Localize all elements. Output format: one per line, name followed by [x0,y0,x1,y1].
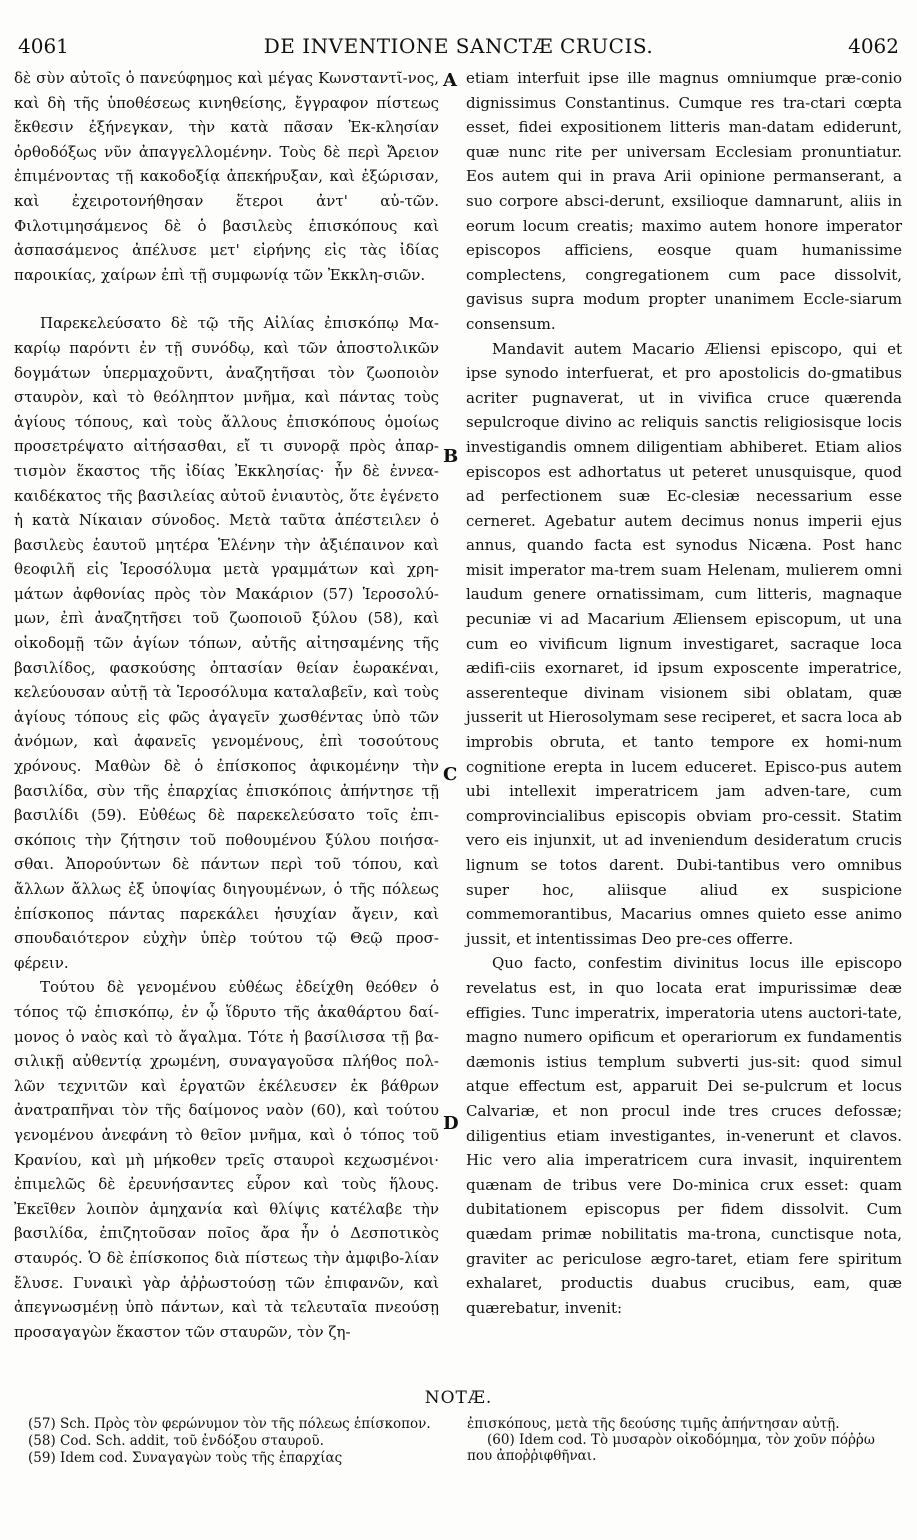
greek-paragraph-2: Παρεκελεύσατο δὲ τῷ τῆς Αἰλίας ἐπισκόπῳ Μα-καρίῳ παρόντι ἐν τῇ συνόδῳ, καὶ τῶν ἀποστολικῶν δογμάτων ὑπερμαχοῦντι, ἀναζητῆσαι τὸν ζωοποιὸν σταυρὸν, καὶ τὸ θεόληπτον μνῆμα, καὶ πάντας τοὺς ἁγίους τόπους, καὶ τοὺς ἄλλους ἐπισκόπους ὁμοίως προσετρέψατο αἰτήσασθαι, εἴ τι συνορᾷ πρὸς ἀπαρ-τισμὸν ἕκαστος τῆς ἰδίας Ἐκκλησίας· ἦν δὲ ἐννεα-καιδέκατος τῆς βασιλείας αὐτοῦ ἐνιαυτὸς, ὅτε ἐγένετο ἡ κατὰ Νίκαιαν σύνοδος. Μετὰ ταῦτα ἀπέστειλεν ὁ βασιλεὺς ἑαυτοῦ μητέρα Ἑλένην τὴν ἀξιέπαινον καὶ θεοφιλῆ εἰς Ἱεροσόλυμα μετὰ γραμμάτων καὶ χρη-μάτων ἀφθονίας πρὸς τὸν Μακάριον (57) Ἱεροσολύ-μων, ἐπὶ ἀναζητῆσει τοῦ ζωοποιοῦ ξύλου (58), καὶ οἰκοδομῇ τῶν ἁγίων τόπων, αὐτῆς αἰτησαμένης τῆς βασιλίδος, φασκούσης ὀπτασίαν θείαν ἑωρακέναι, κελεύουσαν αὐτῇ τὰ Ἱεροσόλυμα καταλαβεῖν, καὶ τοὺς ἁγίους τόπους εἰς φῶς ἀγαγεῖν χωσθέντας ὑπὸ τῶν ἀνόμων, καὶ ἀφανεῖς γενομένους, ἐπὶ τοσούτους χρόνους. Μαθὼν δὲ ὁ ἐπίσκοπος ἀφικομένην τὴν βασιλίδα, σὺν τῆς ἐπαρχίας ἐπισκόποις ἀπήντησε τῇ βασιλίδι (59). Εὐθέως δὲ παρεκελεύσατο τοῖς ἐπι-σκόποις τὴν ζήτησιν τοῦ ποθουμένου ξύλου ποιήσα-σθαι. Ἀπορούντων δὲ πάντων περὶ τοῦ τόπου, καὶ ἄλλων ἄλλως ἐξ ὑποψίας διηγουμένων, ὁ τῆς πόλεως ἐπίσκοπος πάντας παρεκάλει ἡσυχίαν ἄγειν, καὶ σπουδαιότερον εὐχὴν ὑπὲρ τούτου τῷ Θεῷ προσ-φέρειν. [14,314,439,972]
footnote-60: (60) Idem cod. Τὸ μυσαρὸν οἰκοδόμημα, τὸν χοῦν πόῤῥω που ἀποῤῥιφθῆναι. [467,1432,875,1464]
greek-paragraph-3: Τούτου δὲ γενομένου εὐθέως ἐδείχθη θεόθεν ὁ τόπος τῷ ἐπισκόπῳ, ἐν ᾧ ἵδρυτο τῆς ἀκαθάρτου δαί-μονος ὁ ναὸς καὶ τὸ ἄγαλμα. Τότε ἡ βασίλισσα τῇ βα-σιλικῇ αὐθεντίᾳ χρωμένη, συναγαγοῦσα πλήθος πολ-λῶν τεχνιτῶν καὶ ἐργατῶν ἐκέλευσεν ἐκ βάθρων ἀνατραπῆναι τὸν τῆς δαίμονος ναὸν (60), καὶ τούτου γενομένου ἀνεφάνη τὸ θεῖον μνῆμα, καὶ ὁ τόπος τοῦ Κρανίου, καὶ μὴ μήκοθεν τρεῖς σταυροὶ κεχωσμένοι· ἐπιμελῶς δὲ ἐρευνήσαντες εὗρον καὶ τοὺς ἥλους. Ἐκεῖθεν λοιπὸν ἀμηχανία καὶ θλίψις κατέλαβε τὴν βασιλίδα, ἐπιζητοῦσαν ποῖος ἄρα ἦν ὁ Δεσποτικὸς σταυρός. Ὁ δὲ ἐπίσκοπος διὰ πίστεως τὴν ἀμφιβο-λίαν ἔλυσε. Γυναικὶ γὰρ ἀῤῥωστούσῃ τῶν ἐπιφανῶν, καὶ ἀπεγνωσμένῃ ὑπὸ πάντων, καὶ τὰ τελευταῖα πνεούσῃ προσαγαγὼν ἕκαστον τῶν σταυρῶν, τὸν ζη- [14,978,439,1341]
running-header [18,34,899,64]
notes-right-column [467,1416,887,1465]
page-number-left: 4061 [18,34,69,58]
latin-paragraph-2: Mandavit autem Macario Æliensi episcopo, qui et ipse synodo interfuerat, et pro apostolicis do-gmatibus acriter pugnaverat, ut in vivifica cruce quærenda sepulcroque divino ac reliquis sanctis religiosisque locis investigandis omnem diligentiam abhiberet. Etiam alios episcopos est adhortatus ut peteret unusquisque, quod ad perfectionem suæ Ec-clesiæ necessarium esse cerneret. Agebatur autem decimus nonus imperii ejus annus, quando facta est synodus Nicæna. Post hanc misit imperator ma-trem suam Helenam, mulierem omni laudum genere ornatissimam, cum litteris, magnaque pecuniæ vi ad Macarium Æliensem episcopum, ut una cum eo vivificum lignum investigaret, sacraque loca ædifi-ciis exornaret, id ipsum exposcente imperatrice, asserenteque divinam visionem sibi oblatam, quæ jusserit ut Hierosolymam sese reciperet, et sacra loca ab improbis obruta, et tanto tempore ex homi-num cognitione erepta in lucem educeret. Episco-pus autem ubi intellexit imperatricem jam adven-tare, cum comprovincialibus episcopis obviam pro-cessit. Statim vero eis injunxit, ut ad inveniendum desideratum crucis lignum se totos darent. Dubi-tantibus vero omnibus super hoc, aliisque aliud ex suspicione commemorantibus, Macarius omnes quieto esse animo jussit, et intentissimas Deo pre-ces offerre. [466,339,902,948]
notes-left-column [28,1416,453,1467]
running-title: DE INVENTIONE SANCTÆ CRUCIS. [263,34,654,58]
section-marker-a: A [443,70,457,91]
section-marker-b: B [443,446,459,467]
greek-paragraph-1: δὲ σὺν αὐτοῖς ὁ πανεύφημος καὶ μέγας Κωνσταντῖ-νος, καὶ δὴ τῆς ὑποθέσεως κινηθείσης, ἔγγραφον πίστεως ἔκθεσιν ἐξήνεγκαν, τὴν κατὰ πᾶσαν Ἐκ-κλησίαν ὀρθοδόξως νῦν ἀπαγγελλομένην. Τοὺς δὲ περὶ Ἄρειον ἐπιμένοντας τῇ κακοδοξίᾳ ἀπεκήρυξαν, καὶ ἐξώρισαν, καὶ ἐχειροτονήθησαν ἕτεροι ἀντ' αὐ-τῶν. Φιλοτιμησάμενος δὲ ὁ βασιλεὺς ἐπισκόπους καὶ ἀσπασάμενος ἀπέλυσε μετ' εἰρήνης εἰς τὰς ἰδίας παροικίας, χαίρων ἐπὶ τῇ συμφωνίᾳ τῶν Ἐκκλη-σιῶν. [14,69,439,284]
page-number-right: 4062 [848,34,899,58]
section-marker-c: C [443,764,458,785]
latin-paragraph-1: etiam interfuit ipse ille magnus omniumque præ-conio dignissimus Constantinus. Cumque res tra-ctari cœpta esset, fidei expositionem litteris man-datam ediderunt, quæ nunc rite per universam Ecclesiam pronuntiatur. Eos autem qui in prava Arii opinione permanserant, a suo corpore absci-derunt, exsilioque damnarunt, aliis in eorum locum creatis; maximo autem honore imperator episcopos afficiens, eosque quam humanissime complectens, congregationem cum pace dissolvit, gavisus supra modum propter unanimem Eccle-siarum consensum. [466,69,902,333]
footnote-58: (58) Cod. Sch. addit, τοῦ ἐνδόξου σταυροῦ. [28,1433,324,1449]
footnote-59: (59) Idem cod. Συναγαγὼν τοὺς τῆς ἐπαρχίας [28,1450,343,1466]
footnote-57: (57) Sch. Πρὸς τὸν φερώνυμον τὸν τῆς πόλεως ἐπίσκοπον. [28,1416,431,1432]
section-marker-d: D [443,1113,459,1134]
latin-paragraph-3: Quo facto, confestim divinitus locus ille episcopo revelatus est, in quo locata erat impurissimæ deæ effigies. Tunc imperatrix, imperatoria utens auctori-tate, magno numero opificum et operariorum ex fundamentis dæmonis istius templum subverti jus-sit: quod simul atque effectum est, apparuit Dei se-pulcrum et locus Calvariæ, et non procul inde tres cruces defossæ; diligentius etiam investigantes, in-venerunt et clavos. Hic vero alia imperatricem cura invasit, inquirentem quænam de tribus vere Do-minica crux esset: quam dubitationem episcopus per fidem dissolvit. Cum quædam primæ nobilitatis ma-trona, cunctisque nota, graviter ac periculose ægro-taret, etiam fere spiritum exhalaret, productis duabus crucibus, eam, quæ quærebatur, invenit: [466,954,902,1317]
notes-heading: NOTÆ. [424,1388,493,1408]
greek-column [14,66,439,1344]
latin-column [466,66,902,1320]
footnote-59-continuation: ἐπισκόπους, μετὰ τῆς δεούσης τιμῆς ἀπήντησαν αὐτῇ. [467,1416,840,1432]
